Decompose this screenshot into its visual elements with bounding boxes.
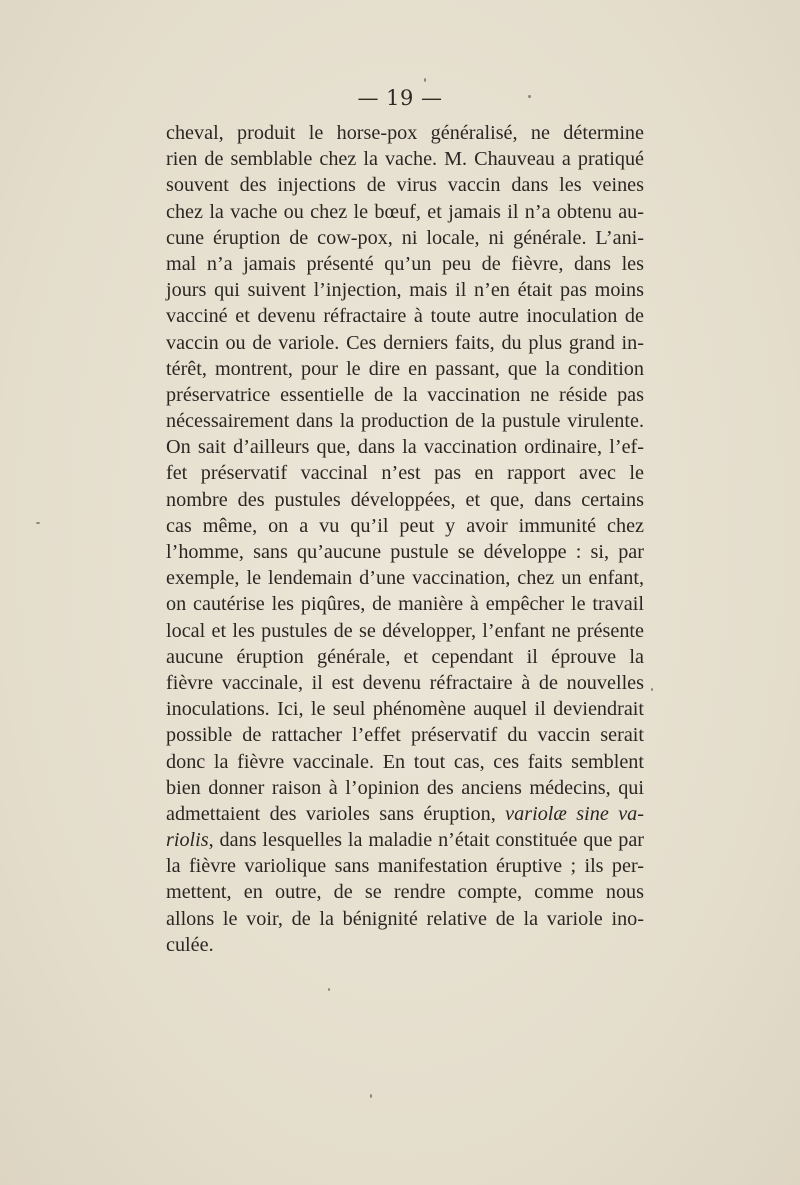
text-line: rien de semblable chez la vache. M. Chauveau a pratiqué bbox=[166, 148, 644, 171]
paper-speck bbox=[528, 95, 531, 98]
text-line: préservatrice essentielle de la vaccination ne réside pas bbox=[166, 383, 644, 406]
text-line: cune éruption de cow-pox, ni locale, ni générale. L’ani- bbox=[166, 226, 644, 249]
text-line: possible de rattacher l’effet préservatif du vaccin serait bbox=[166, 724, 644, 747]
text-line: culée. bbox=[166, 933, 214, 956]
text-line: la fièvre variolique sans manifestation éruptive ; ils per- bbox=[166, 855, 644, 878]
latin-phrase: variolæ sine va- bbox=[505, 802, 644, 825]
paper-speck bbox=[36, 522, 40, 524]
text-line: allons le voir, de la bénignité relative de la variole ino- bbox=[166, 907, 644, 930]
text-line: inoculations. Ici, le seul phénomène auquel il deviendrait bbox=[166, 698, 644, 721]
paper-speck bbox=[424, 78, 426, 82]
paper-speck bbox=[651, 688, 653, 691]
text-line: On sait d’ailleurs que, dans la vaccination ordinaire, l’ef- bbox=[166, 436, 644, 459]
text-line: nécessairement dans la production de la pustule virulente. bbox=[166, 410, 644, 433]
text-line: bien donner raison à l’opinion des anciens médecins, qui bbox=[166, 776, 644, 799]
latin-phrase: riolis bbox=[166, 829, 209, 852]
paper-speck bbox=[328, 988, 330, 991]
text-line: cas même, on a vu qu’il peut y avoir immunité chez bbox=[166, 514, 644, 537]
text-line: admettaient des varioles sans éruption, variolæ sine va- bbox=[166, 802, 644, 825]
text-line: donc la fièvre vaccinale. En tout cas, ces faits semblent bbox=[166, 750, 644, 773]
text-line: fièvre vaccinale, il est devenu réfractaire à de nouvelles bbox=[166, 671, 644, 694]
text-line: souvent des injections de virus vaccin dans les veines bbox=[166, 174, 644, 197]
text-line: aucune éruption générale, et cependant il éprouve la bbox=[166, 645, 644, 668]
text-line: l’homme, sans qu’aucune pustule se développe : si, par bbox=[166, 541, 644, 563]
text-line: chez la vache ou chez le bœuf, et jamais il n’a obtenu au- bbox=[166, 200, 644, 223]
text-line: exemple, le lendemain d’une vaccination, chez un enfant, bbox=[166, 567, 644, 590]
text-line: local et les pustules de se développer, l’enfant ne présente bbox=[166, 619, 644, 642]
text-line: térêt, montrent, pour le dire en passant, que la condition bbox=[166, 357, 644, 380]
text-line: jours qui suivent l’injection, mais il n’en était pas moins bbox=[166, 279, 644, 302]
page-number: — 19 — bbox=[357, 86, 443, 110]
text-line: cheval, produit le horse-pox généralisé, ne détermine bbox=[166, 122, 644, 144]
text-line: mettent, en outre, de se rendre compte, comme nous bbox=[166, 881, 644, 904]
text-line: mal n’a jamais présenté qu’un peu de fièvre, dans les bbox=[166, 252, 644, 275]
text-line: nombre des pustules développées, et que, dans certains bbox=[166, 488, 644, 511]
text-line: riolis, dans lesquelles la maladie n’était constituée que par bbox=[166, 829, 644, 852]
body-text bbox=[166, 120, 644, 958]
text-line: fet préservatif vaccinal n’est pas en rapport avec le bbox=[166, 462, 644, 485]
text-line: vaccin ou de variole. Ces derniers faits, du plus grand in- bbox=[166, 331, 644, 354]
text-line: vacciné et devenu réfractaire à toute autre inoculation de bbox=[166, 305, 644, 328]
paper-speck bbox=[370, 1094, 372, 1098]
text-line: on cautérise les piqûres, de manière à empêcher le travail bbox=[166, 593, 644, 616]
